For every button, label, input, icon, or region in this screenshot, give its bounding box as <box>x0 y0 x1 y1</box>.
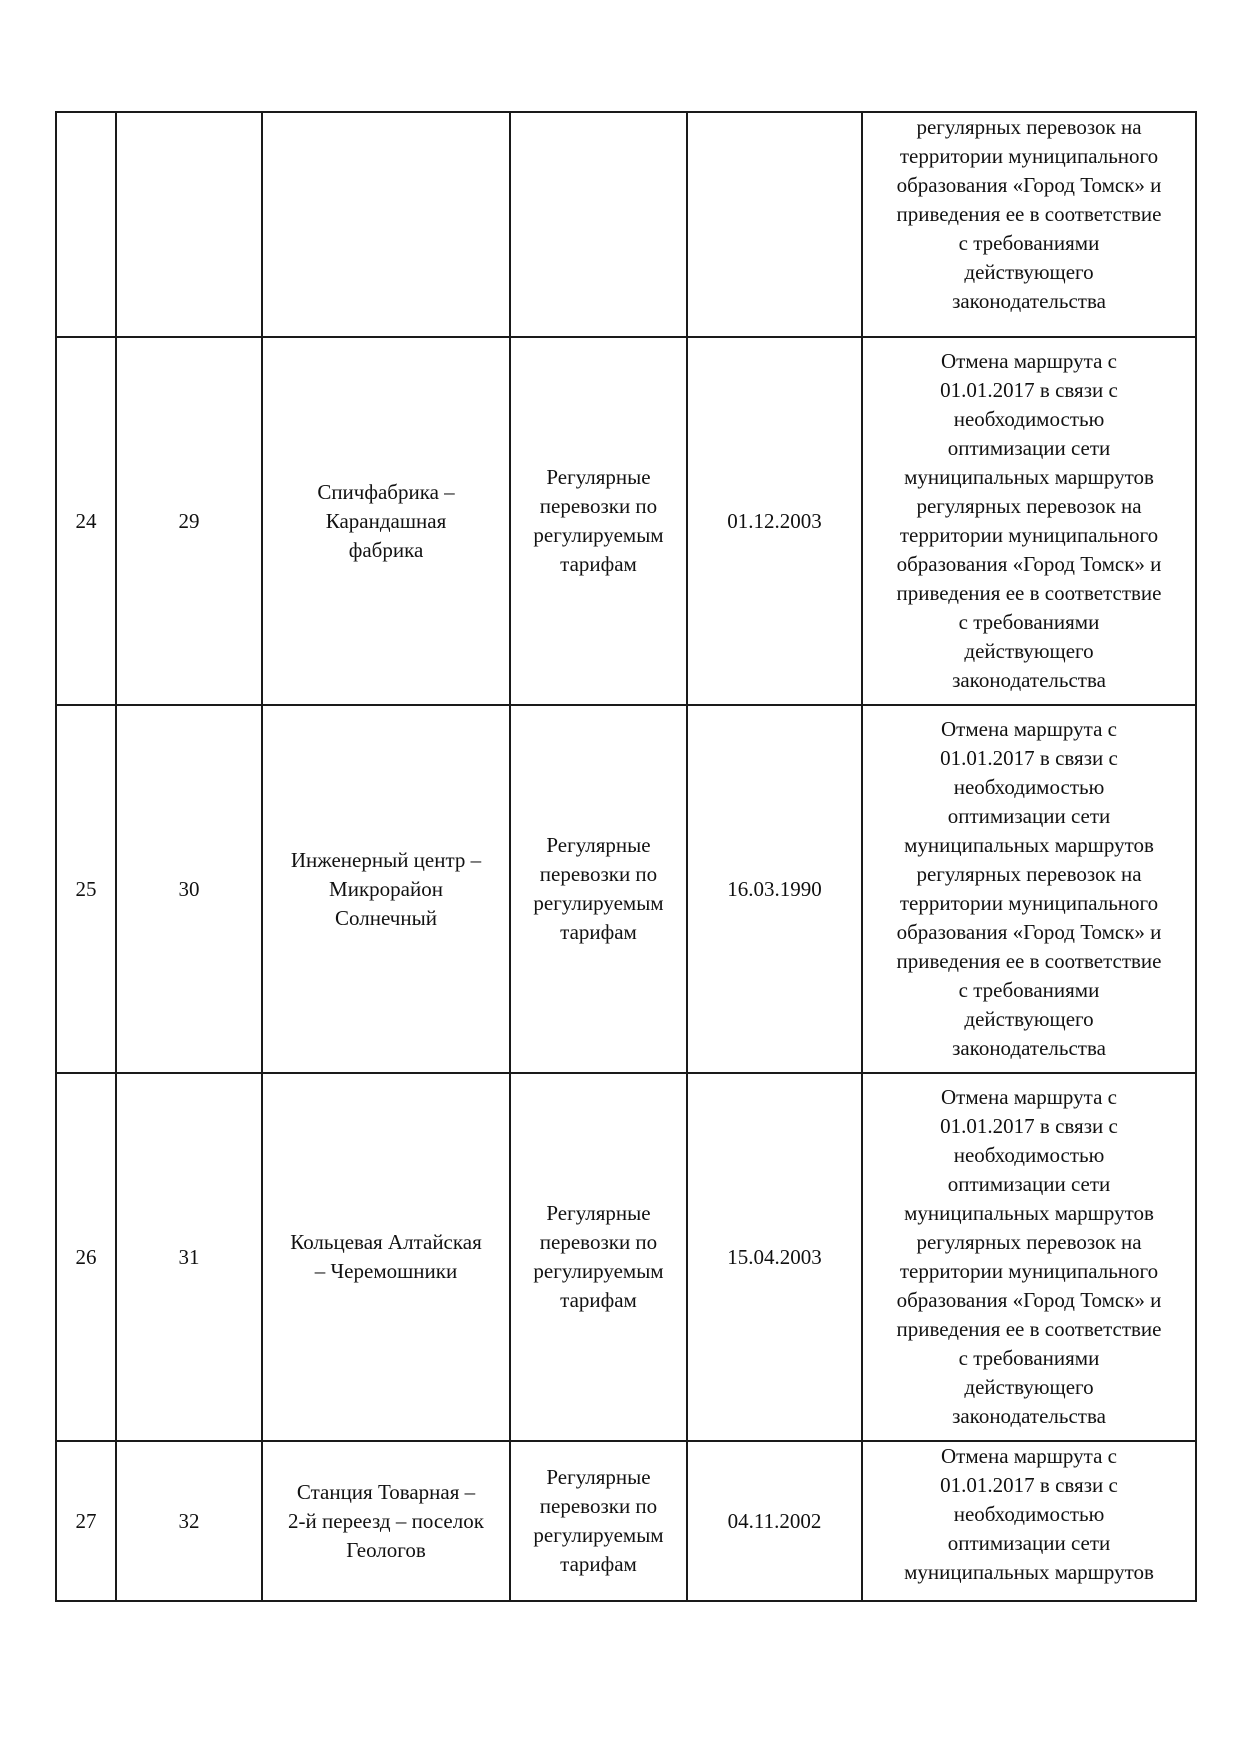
transport-type-cell <box>510 112 687 337</box>
date-cell: 04.11.2002 <box>687 1441 862 1601</box>
row-number-cell <box>56 112 116 337</box>
route-number-cell: 31 <box>116 1073 262 1441</box>
note-cell: Отмена маршрута с 01.01.2017 в связи с необходимостью оптимизации сети муниципальных маршрутов регулярных перевозок на территории муниципального образования «Город Томск» и приведения ее в соответствие с требованиями действующего законодательства <box>862 337 1196 705</box>
routes-table <box>55 111 1197 1602</box>
table-row <box>56 112 1196 337</box>
date-cell: 16.03.1990 <box>687 705 862 1073</box>
table-row <box>56 1441 1196 1601</box>
route-name-cell: Станция Товарная – 2-й переезд – поселок Геологов <box>262 1441 510 1601</box>
route-number-cell <box>116 112 262 337</box>
note-cell: Отмена маршрута с 01.01.2017 в связи с необходимостью оптимизации сети муниципальных маршрутов регулярных перевозок на территории муниципального образования «Город Томск» и приведения ее в соответствие с требованиями действующего законодательства <box>862 705 1196 1073</box>
route-number-cell: 32 <box>116 1441 262 1601</box>
row-number-cell: 24 <box>56 337 116 705</box>
transport-type-cell: Регулярные перевозки по регулируемым тарифам <box>510 1073 687 1441</box>
date-cell: 15.04.2003 <box>687 1073 862 1441</box>
route-name-cell <box>262 112 510 337</box>
table-row <box>56 337 1196 705</box>
note-cell: регулярных перевозок на территории муниципального образования «Город Томск» и приведения ее в соответствие с требованиями действующего законодательства <box>862 112 1196 337</box>
note-cell: Отмена маршрута с 01.01.2017 в связи с необходимостью оптимизации сети муниципальных маршрутов <box>862 1441 1196 1601</box>
transport-type-cell: Регулярные перевозки по регулируемым тарифам <box>510 1441 687 1601</box>
route-name-cell: Кольцевая Алтайская – Черемошники <box>262 1073 510 1441</box>
route-name-cell: Инженерный центр – Микрорайон Солнечный <box>262 705 510 1073</box>
date-cell <box>687 112 862 337</box>
transport-type-cell: Регулярные перевозки по регулируемым тарифам <box>510 337 687 705</box>
date-cell: 01.12.2003 <box>687 337 862 705</box>
transport-type-cell: Регулярные перевозки по регулируемым тарифам <box>510 705 687 1073</box>
route-name-cell: Спичфабрика – Карандашная фабрика <box>262 337 510 705</box>
row-number-cell: 26 <box>56 1073 116 1441</box>
table-row <box>56 1073 1196 1441</box>
route-number-cell: 29 <box>116 337 262 705</box>
route-number-cell: 30 <box>116 705 262 1073</box>
row-number-cell: 27 <box>56 1441 116 1601</box>
table-row <box>56 705 1196 1073</box>
row-number-cell: 25 <box>56 705 116 1073</box>
note-cell: Отмена маршрута с 01.01.2017 в связи с необходимостью оптимизации сети муниципальных маршрутов регулярных перевозок на территории муниципального образования «Город Томск» и приведения ее в соответствие с требованиями действующего законодательства <box>862 1073 1196 1441</box>
